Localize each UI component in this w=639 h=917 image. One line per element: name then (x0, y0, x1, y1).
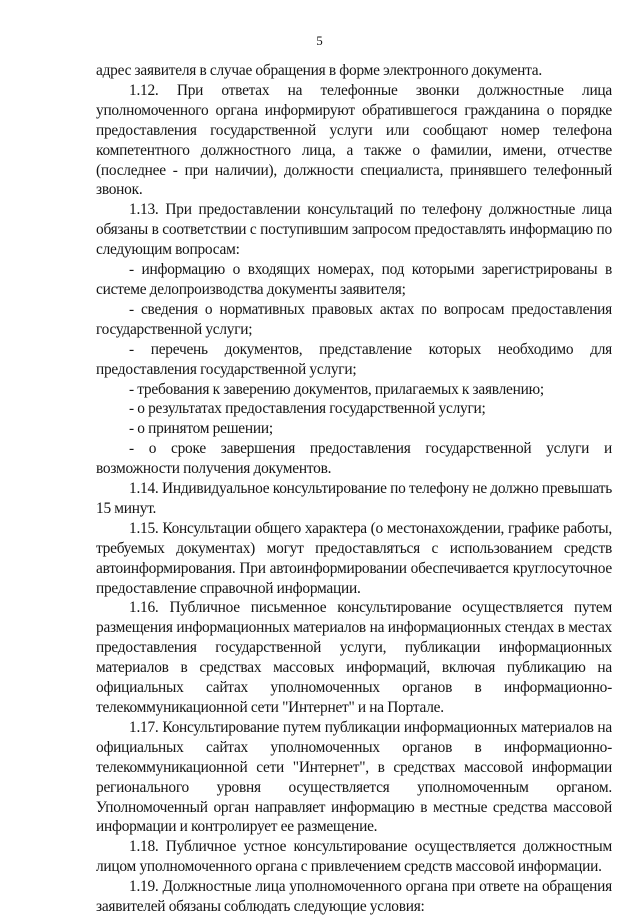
paragraph-1-16: 1.16. Публичное письменное консультирование осуществляется путем размещения информационных материалов на информационных стендах в местах предоставления государственной услуги, публикации информационных материалов в средствах массовых информаций, включая публикацию на официальных сайтах уполномоченных органов в информационно-телекоммуникационной сети "Интернет" и на Портале. (96, 599, 612, 716)
paragraph-continuation: адрес заявителя в случае обращения в форме электронного документа. (96, 62, 542, 79)
document-body (96, 61, 612, 917)
list-item: - требования к заверению документов, прилагаемых к заявлению; (129, 380, 544, 398)
list-item: - информацию о входящих номерах, под которыми зарегистрированы в системе делопроизводства документы заявителя; (96, 261, 612, 298)
page-number: 5 (316, 33, 323, 48)
list-item: - о сроке завершения предоставления государственной услуги и возможности получения документов. (96, 440, 612, 478)
list-item: - сведения о нормативных правовых актах по вопросам предоставления государственной услуги; (96, 300, 612, 338)
list-item: - о принятом решении; (129, 420, 273, 438)
paragraph-1-18: 1.18. Публичное устное консультирование осуществляется должностным лицом уполномоченного органа с привлечением средств массовой информации. (96, 838, 612, 876)
paragraph-1-19: 1.19. Должностные лица уполномоченного органа при ответе на обращения заявителей обязаны соблюдать следующие условия: (96, 878, 612, 916)
paragraph-1-14: 1.14. Индивидуальное консультирование по телефону не должно превышать 15 минут. (96, 480, 612, 517)
list-item: - о результатах предоставления государственной услуги; (129, 400, 486, 418)
paragraph-1-13: 1.13. При предоставлении консультаций по телефону должностные лица обязаны в соответствии с поступившим запросом предоставлять информацию по следующим вопросам: (96, 201, 612, 259)
paragraph-1-12: 1.12. При ответах на телефонные звонки должностные лица уполномоченного органа информируют обратившегося гражданина о порядке предоставления государственной услуги или сообщают номер телефона компетентного должностного лица, а также о фамилии, имени, отчестве (последнее - при наличии), должности специалиста, принявшего телефонный звонок. (96, 81, 612, 199)
list-item: - перечень документов, представление которых необходимо для предоставления государственной услуги; (96, 340, 612, 378)
paragraph-1-15: 1.15. Консультации общего характера (о местонахождении, графике работы, требуемых документах) могут предоставляться с использованием средств автоинформирования. При автоинформировании обеспечивается круглосуточное предоставление справочной информации. (96, 519, 612, 597)
paragraph-1-17: 1.17. Консультирование путем публикации информационных материалов на официальных сайтах уполномоченных органов в информационно-телекоммуникационной сети "Интернет", в средствах массовой информации регионального уровня осуществляется уполномоченным органом. Уполномоченный орган направляет информацию в местные средства массовой информации и контролирует ее размещение. (96, 718, 612, 836)
